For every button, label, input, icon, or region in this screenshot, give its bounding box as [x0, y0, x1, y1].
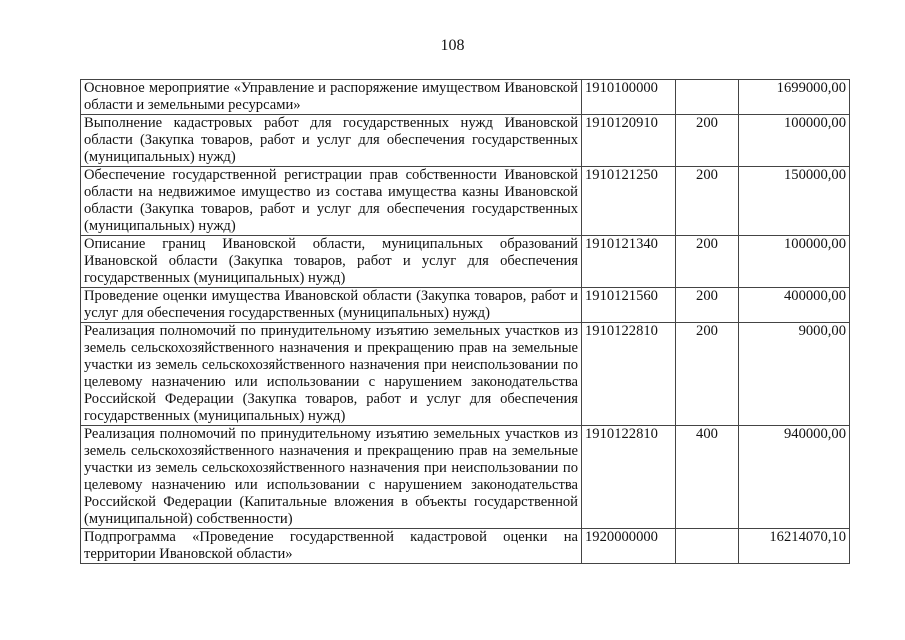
row-target-code: 1910120910: [582, 115, 676, 167]
table-row: [81, 426, 850, 529]
table-row: [81, 115, 850, 167]
row-description: Основное мероприятие «Управление и распоряжение имуществом Ивановской области и земельными ресурсами»: [81, 80, 582, 115]
row-description: Описание границ Ивановской области, муниципальных образований Ивановской области (Закупка товаров, работ и услуг для обеспечения государственных (муниципальных) нужд): [81, 236, 582, 288]
row-amount: 400000,00: [739, 288, 850, 323]
row-amount: 100000,00: [739, 236, 850, 288]
row-target-code: 1910121340: [582, 236, 676, 288]
row-target-code: 1910121560: [582, 288, 676, 323]
row-expense-type: 200: [676, 323, 739, 426]
row-target-code: 1910122810: [582, 323, 676, 426]
row-amount: 9000,00: [739, 323, 850, 426]
row-amount: 940000,00: [739, 426, 850, 529]
row-expense-type: [676, 529, 739, 564]
row-description: Реализация полномочий по принудительному изъятию земельных участков из земель сельскохозяйственного назначения и прекращению прав на земельные участки из земель сельскохозяйственного назначения при неиспользовании по целевому назначению или использовании с нарушением законодательства Российской Федерации (Закупка товаров, работ и услуг для обеспечения государственных (муниципальных) нужд): [81, 323, 582, 426]
row-description: Реализация полномочий по принудительному изъятию земельных участков из земель сельскохозяйственного назначения и прекращению прав на земельные участки из земель сельскохозяйственного назначения при неиспользовании по целевому назначению или использовании с нарушением законодательства Российской Федерации (Капитальные вложения в объекты государственной (муниципальной) собственности): [81, 426, 582, 529]
row-target-code: 1910122810: [582, 426, 676, 529]
page-number: 108: [440, 37, 465, 54]
row-expense-type: 400: [676, 426, 739, 529]
row-expense-type: 200: [676, 288, 739, 323]
table-row: [81, 236, 850, 288]
row-description: Проведение оценки имущества Ивановской области (Закупка товаров, работ и услуг для обеспечения государственных (муниципальных) нужд): [81, 288, 582, 323]
row-amount: 150000,00: [739, 167, 850, 236]
table-row: [81, 288, 850, 323]
row-amount: 1699000,00: [739, 80, 850, 115]
row-target-code: 1920000000: [582, 529, 676, 564]
row-description: Обеспечение государственной регистрации прав собственности Ивановской области на недвижимое имущество из состава имущества казны Ивановской области (Закупка товаров, работ и услуг для обеспечения государственных (муниципальных) нужд): [81, 167, 582, 236]
table-row: [81, 80, 850, 115]
table-row: [81, 323, 850, 426]
row-amount: 100000,00: [739, 115, 850, 167]
row-expense-type: 200: [676, 167, 739, 236]
table-row: [81, 529, 850, 564]
row-description: Выполнение кадастровых работ для государственных нужд Ивановской области (Закупка товаров, работ и услуг для обеспечения государственных (муниципальных) нужд): [81, 115, 582, 167]
budget-table: [80, 79, 850, 564]
row-amount: 16214070,10: [739, 529, 850, 564]
row-target-code: 1910100000: [582, 80, 676, 115]
table-row: [81, 167, 850, 236]
row-expense-type: 200: [676, 115, 739, 167]
row-expense-type: [676, 80, 739, 115]
row-target-code: 1910121250: [582, 167, 676, 236]
row-description: Подпрограмма «Проведение государственной кадастровой оценки на территории Ивановской области»: [81, 529, 582, 564]
row-expense-type: 200: [676, 236, 739, 288]
